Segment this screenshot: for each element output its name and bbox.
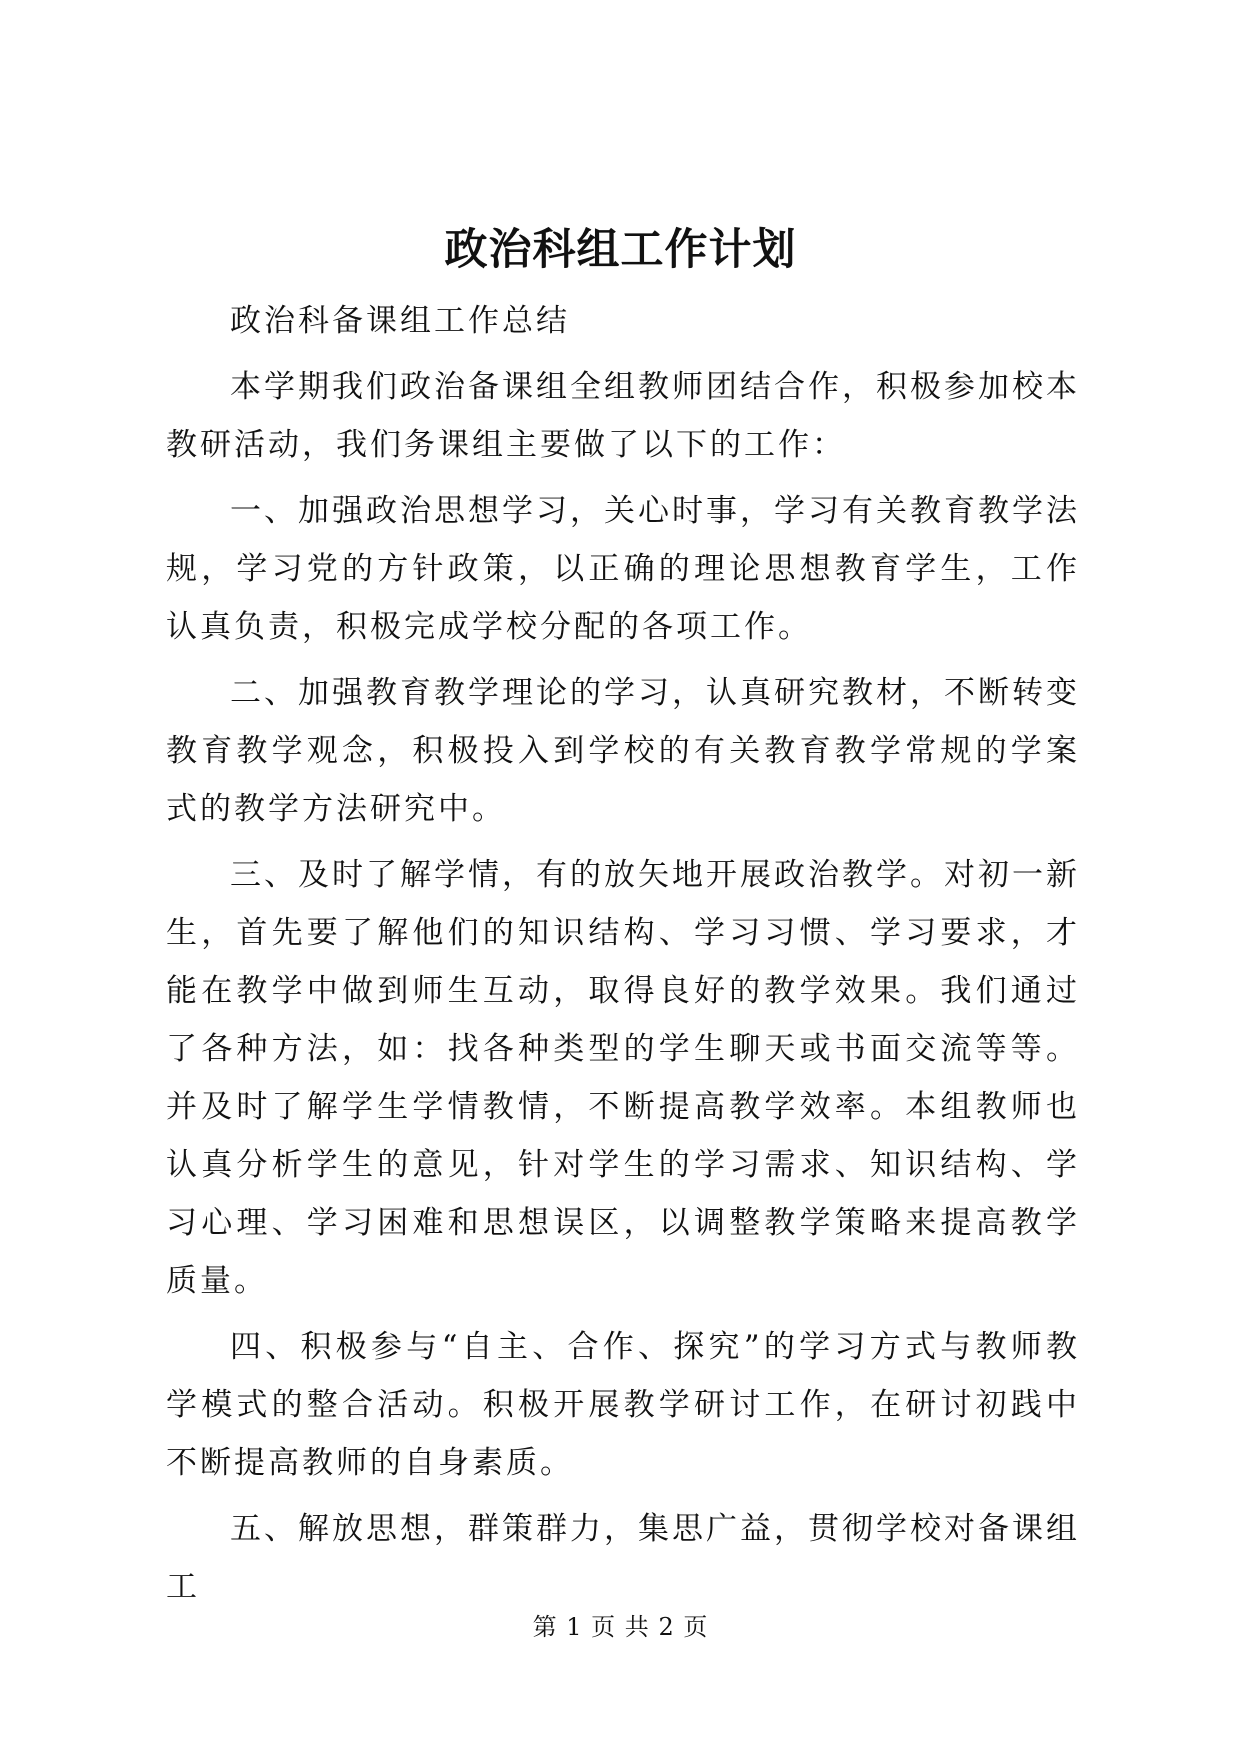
paragraph-item-1: 一、加强政治思想学习，关心时事，学习有关教育教学法规，学习党的方针政策，以正确的理论思想教育学生，工作认真负责，积极完成学校分配的各项工作。 [166,493,1080,645]
document-title: 政治科组工作计划 [444,225,797,275]
page-number-label: 第 1 页 共 2 页 [532,1613,709,1641]
paragraph-item-5: 五、解放思想，群策群力，集思广益，贯彻学校对备课组工 [166,1511,1080,1605]
paragraph-item-3: 三、及时了解学情，有的放矢地开展政治教学。对初一新生，首先要了解他们的知识结构、学习习惯、学习要求，才能在教学中做到师生互动，取得良好的教学效果。我们通过了各种方法，如：找各种类型的学生聊天或书面交流等等。并及时了解学生学情教情，不断提高教学效率。本组教师也认真分析学生的意见，针对学生的学习需求、知识结构、学习心理、学习困难和思想误区，以调整教学策略来提高教学质量。 [166,857,1080,1299]
page-footer [0,1612,1241,1642]
paragraph-item-2: 二、加强教育教学理论的学习，认真研究教材，不断转变教育教学观念，积极投入到学校的有关教育教学常规的学案式的教学方法研究中。 [166,675,1080,827]
document-subtitle: 政治科备课组工作总结 [230,303,570,339]
paragraph-item-4: 四、积极参与“自主、合作、探究”的学习方式与教师教学模式的整合活动。积极开展教学研讨工作，在研讨初践中不断提高教师的自身素质。 [166,1329,1080,1481]
paragraph-intro: 本学期我们政治备课组全组教师团结合作，积极参加校本教研活动，我们务课组主要做了以下的工作： [166,369,1080,463]
document-body [166,292,1080,1624]
